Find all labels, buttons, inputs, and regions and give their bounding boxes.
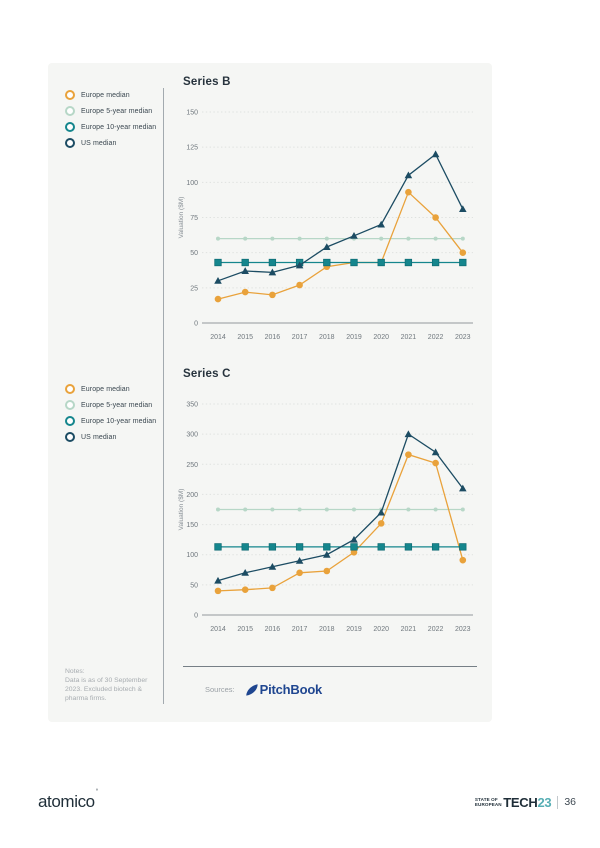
legend-item-label: Europe 10-year median — [81, 123, 157, 131]
atomico-logo-text: atomico — [38, 792, 95, 811]
svg-text:250: 250 — [186, 461, 198, 469]
legend-item-label: Europe 10-year median — [81, 417, 157, 425]
data-point — [459, 205, 467, 212]
data-point — [406, 237, 410, 241]
sources-divider — [183, 666, 477, 667]
data-point — [216, 508, 220, 512]
chart-title-series-b: Series B — [183, 76, 231, 88]
data-point — [269, 292, 276, 299]
legend-item — [65, 90, 156, 100]
svg-text:2018: 2018 — [319, 626, 335, 633]
data-point — [269, 585, 276, 592]
pitchbook-feather-icon — [245, 684, 258, 696]
notes-heading: Notes: — [65, 668, 85, 675]
data-point — [215, 588, 222, 595]
data-point — [460, 544, 467, 551]
legend-marker-icon — [65, 416, 75, 426]
svg-text:2016: 2016 — [264, 626, 281, 633]
data-point — [352, 508, 356, 512]
pitchbook-logo-text: PitchBook — [259, 682, 323, 697]
sources-row — [205, 682, 322, 697]
page-footer — [38, 789, 576, 815]
data-point — [378, 520, 385, 527]
data-point — [296, 570, 303, 577]
data-point — [323, 243, 331, 250]
legend-item-label: US median — [81, 433, 117, 441]
legend-item-label: Europe median — [81, 385, 130, 393]
svg-text:2014: 2014 — [210, 626, 226, 633]
data-point — [460, 557, 467, 564]
legend-item — [65, 138, 156, 148]
svg-text:2020: 2020 — [373, 334, 389, 341]
data-point — [432, 259, 439, 266]
data-point — [242, 289, 249, 296]
svg-text:25: 25 — [190, 285, 198, 293]
svg-text:100: 100 — [186, 179, 198, 187]
data-point — [378, 544, 385, 551]
legend-item — [65, 106, 156, 116]
legend-marker-icon — [65, 106, 75, 116]
data-point — [242, 544, 249, 551]
svg-text:0: 0 — [194, 612, 198, 620]
data-point — [406, 508, 410, 512]
data-point — [461, 237, 465, 241]
data-point — [405, 189, 412, 196]
legend-item — [65, 384, 156, 394]
svg-text:2019: 2019 — [346, 334, 362, 341]
svg-text:0: 0 — [194, 320, 198, 328]
data-point — [379, 237, 383, 241]
legend-marker-icon — [65, 432, 75, 442]
legend-marker-icon — [65, 138, 75, 148]
svg-text:50: 50 — [190, 250, 198, 258]
data-point — [298, 237, 302, 241]
svg-text:Valuation ($M): Valuation ($M) — [178, 488, 185, 531]
svg-text:2017: 2017 — [291, 626, 308, 633]
data-point — [432, 150, 440, 157]
atomico-logo-mark: ° — [95, 789, 98, 796]
data-point — [324, 259, 331, 266]
year-label: 23 — [537, 794, 552, 810]
data-point — [405, 259, 412, 266]
svg-text:75: 75 — [190, 215, 198, 222]
data-point — [242, 259, 249, 266]
data-point — [298, 508, 302, 512]
svg-text:2023: 2023 — [455, 626, 471, 633]
data-point — [269, 544, 276, 551]
svg-text:100: 100 — [186, 552, 198, 560]
data-point — [325, 237, 329, 241]
data-point — [351, 544, 358, 551]
svg-text:Valuation ($M): Valuation ($M) — [178, 196, 185, 239]
legend-item-label: Europe 5-year median — [81, 107, 153, 115]
legend-marker-icon — [65, 384, 75, 394]
svg-text:2022: 2022 — [427, 334, 444, 341]
data-point — [432, 448, 440, 455]
legend-item-label: US median — [81, 139, 117, 147]
state-of-european-label: STATE OF EUROPEAN — [474, 797, 502, 807]
data-point — [432, 460, 439, 467]
svg-text:2021: 2021 — [400, 334, 417, 341]
svg-text:2014: 2014 — [210, 334, 226, 341]
legend-item — [65, 416, 156, 426]
legend-marker-icon — [65, 90, 75, 100]
notes-line: pharma firms. — [65, 695, 107, 702]
data-point — [216, 237, 220, 241]
pitchbook-logo — [245, 682, 322, 697]
notes-line: 2023. Excluded biotech & — [65, 686, 143, 693]
svg-text:50: 50 — [190, 582, 198, 590]
panel-divider — [163, 88, 164, 704]
data-point — [460, 249, 467, 256]
data-point — [405, 451, 412, 458]
state-of-european-tech-logo — [475, 795, 576, 810]
series-c-chart — [178, 390, 490, 648]
chart-title-series-c: Series C — [183, 368, 231, 380]
atomico-logo — [38, 789, 98, 812]
sources-label: Sources: — [205, 685, 235, 694]
data-point — [351, 259, 358, 266]
svg-text:2018: 2018 — [319, 334, 335, 341]
svg-text:2021: 2021 — [400, 626, 417, 633]
chart-panel — [48, 63, 492, 722]
tech-label: TECH — [503, 794, 538, 810]
svg-text:350: 350 — [186, 401, 198, 409]
data-point — [296, 282, 303, 289]
data-point — [432, 544, 439, 551]
svg-text:2022: 2022 — [427, 626, 444, 633]
data-point — [270, 508, 274, 512]
data-point — [324, 568, 331, 575]
svg-text:2019: 2019 — [346, 626, 362, 633]
legend-item — [65, 400, 156, 410]
svg-text:300: 300 — [186, 431, 198, 439]
notes — [65, 667, 147, 703]
data-point — [461, 508, 465, 512]
data-point — [243, 237, 247, 241]
legend-item — [65, 122, 156, 132]
data-point — [215, 259, 222, 266]
data-point — [432, 214, 439, 221]
svg-text:150: 150 — [186, 522, 198, 530]
svg-text:2017: 2017 — [291, 334, 308, 341]
data-point — [296, 544, 303, 551]
svg-text:2015: 2015 — [237, 334, 253, 341]
data-point — [270, 237, 274, 241]
legend-marker-icon — [65, 400, 75, 410]
legend-series-c — [65, 384, 156, 448]
data-point — [377, 221, 385, 228]
svg-text:2020: 2020 — [373, 626, 389, 633]
svg-text:200: 200 — [186, 491, 198, 499]
legend-marker-icon — [65, 122, 75, 132]
data-point — [324, 544, 331, 551]
svg-text:2023: 2023 — [455, 334, 471, 341]
page-number: 36 — [564, 796, 576, 808]
legend-item-label: Europe median — [81, 91, 130, 99]
data-point — [405, 544, 412, 551]
legend-item — [65, 432, 156, 442]
data-point — [460, 259, 467, 266]
svg-text:150: 150 — [186, 109, 198, 117]
series-b-chart — [178, 98, 490, 356]
data-point — [243, 508, 247, 512]
data-point — [215, 296, 222, 303]
legend-item-label: Europe 5-year median — [81, 401, 153, 409]
data-point — [242, 586, 249, 593]
data-point — [269, 259, 276, 266]
svg-text:2016: 2016 — [264, 334, 281, 341]
svg-text:2015: 2015 — [237, 626, 253, 633]
data-point — [325, 508, 329, 512]
data-point — [378, 259, 385, 266]
footer-divider — [557, 796, 558, 809]
data-point — [434, 508, 438, 512]
legend-series-b — [65, 90, 156, 154]
notes-line: Data is as of 30 September — [65, 677, 148, 684]
data-point — [434, 237, 438, 241]
data-point — [215, 544, 222, 551]
svg-text:125: 125 — [186, 144, 198, 152]
